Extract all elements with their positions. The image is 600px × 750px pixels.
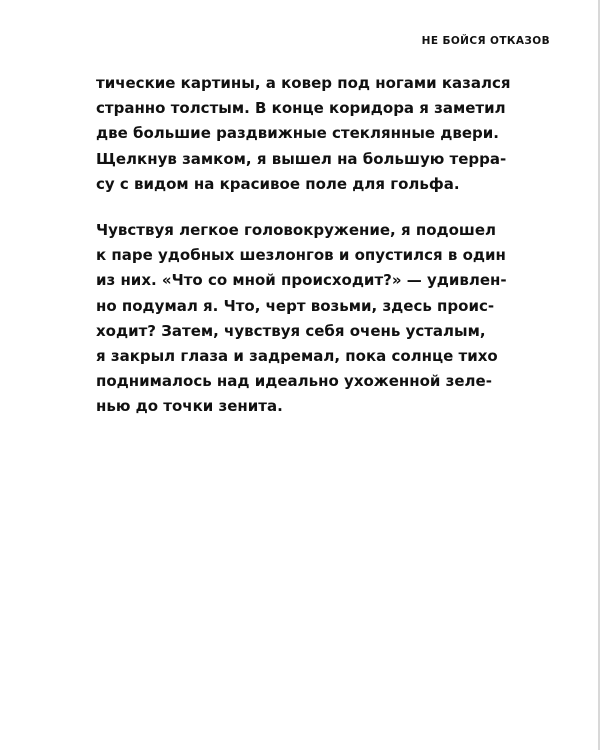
body-text <box>96 71 511 420</box>
text-line: к паре удобных шезлонгов и опустился в один <box>96 246 506 265</box>
text-line: странно толстым. В конце коридора я заметил <box>96 99 506 118</box>
text-line: тические картины, а ковер под ногами казался <box>96 74 511 92</box>
running-header: НЕ БОЙСЯ ОТКАЗОВ <box>421 35 550 47</box>
text-line: поднималось над идеально ухоженной зеле- <box>96 372 492 391</box>
text-line: нью до точки зенита. <box>96 397 283 416</box>
text-line: но подумал я. Что, черт возьми, здесь проис- <box>96 296 495 315</box>
paragraph-1 <box>96 71 511 197</box>
text-line: две большие раздвижные стеклянные двери. <box>96 124 500 143</box>
text-line: Щелкнув замком, я вышел на большую терра- <box>96 149 507 168</box>
text-line: я закрыл глаза и задремал, пока солнце тихо <box>96 347 498 366</box>
text-line: ходит? Затем, чувствуя себя очень усталым, <box>96 321 486 340</box>
text-line: Чувствуя легкое головокружение, я подошел <box>96 221 497 240</box>
paragraph-2 <box>96 218 507 420</box>
text-line: из них. «Что со мной происходит?» — удивлен- <box>96 271 507 290</box>
text-line: су с видом на красивое поле для гольфа. <box>96 174 460 193</box>
